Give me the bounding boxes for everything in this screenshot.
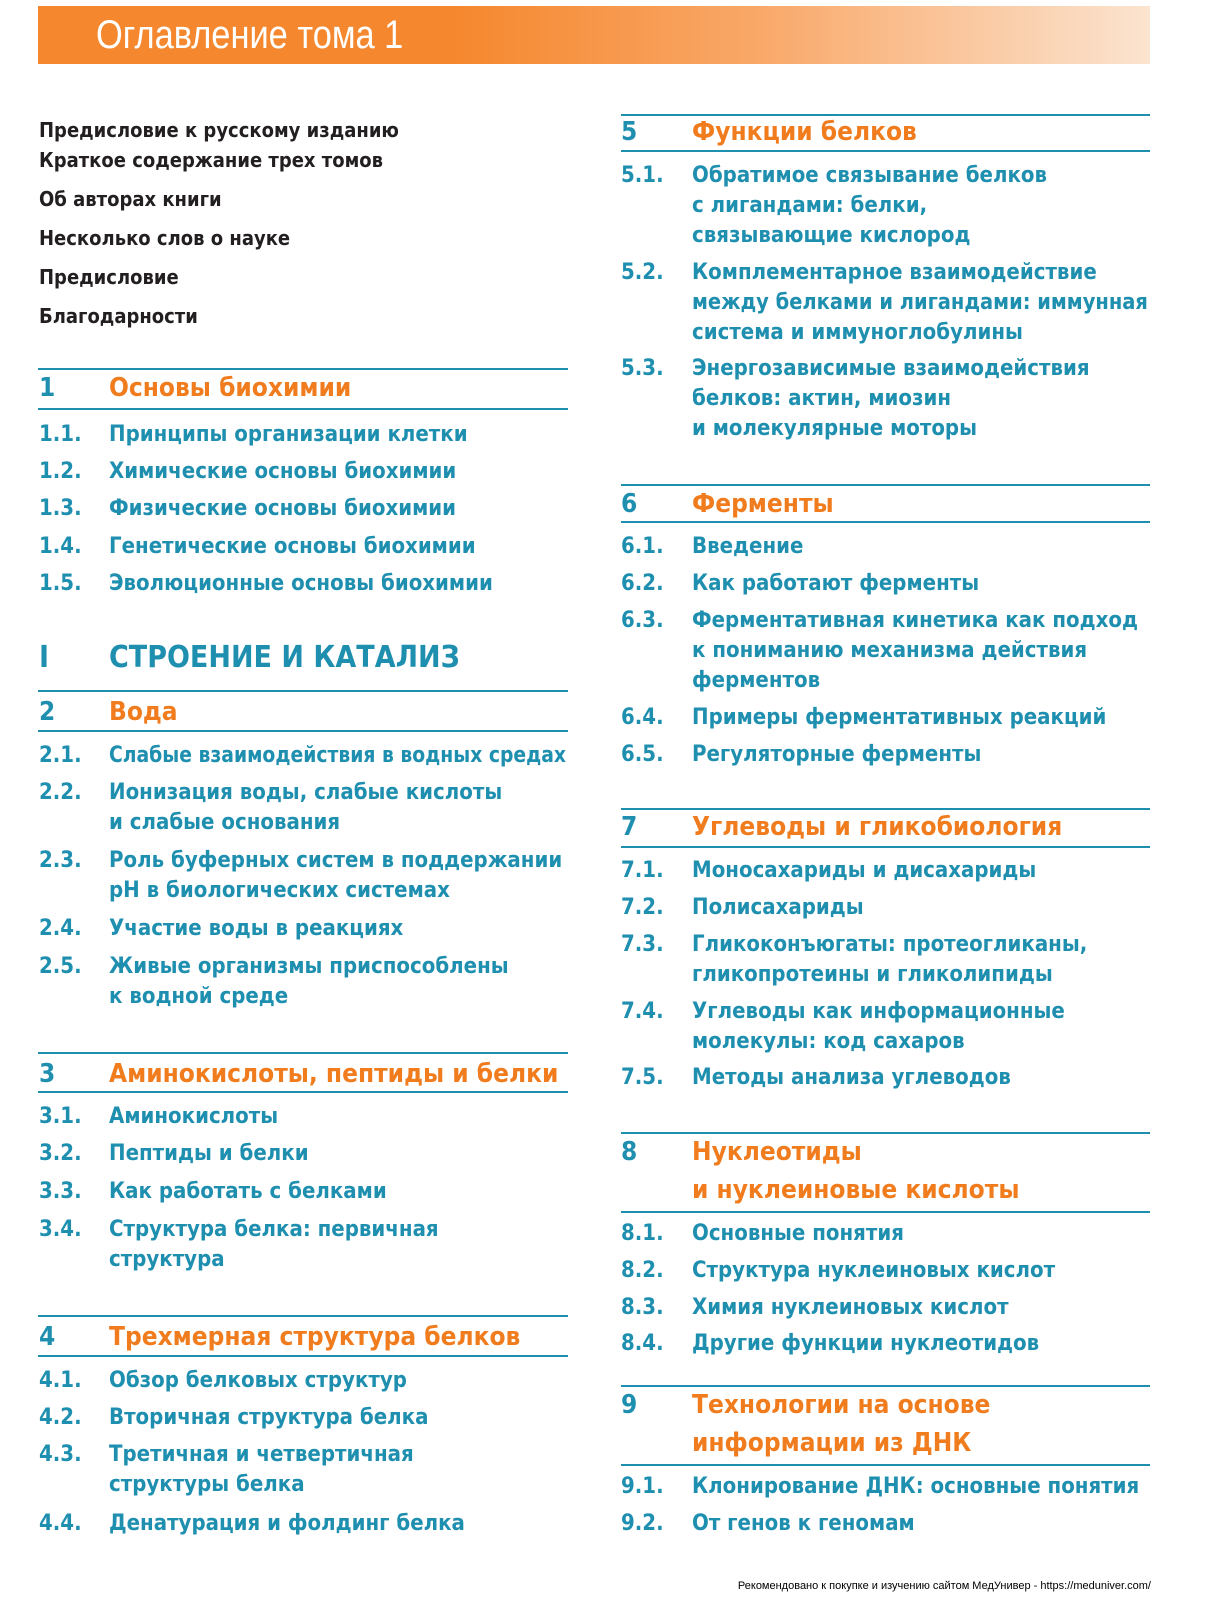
section-title: к водной среде <box>109 984 289 1009</box>
chapter-number: 7 <box>621 812 638 842</box>
section-title: Структура нуклеиновых кислот <box>692 1258 1056 1283</box>
section-number: 2.5. <box>39 954 82 979</box>
section-title: Введение <box>692 534 804 559</box>
section-title: Основные понятия <box>692 1221 904 1246</box>
section-number: 9.1. <box>621 1474 664 1499</box>
section-title: Аминокислоты <box>109 1104 279 1129</box>
section-title: Структура белка: первичная <box>109 1217 439 1242</box>
section-title: Денатурация и фолдинг белка <box>109 1511 465 1536</box>
front-matter-item: Предисловие <box>39 265 179 289</box>
front-matter-item: Благодарности <box>39 304 198 328</box>
chapter-title: Углеводы и гликобиология <box>692 812 1063 842</box>
chapter-rule-top <box>621 1385 1150 1387</box>
section-title: Участие воды в реакциях <box>109 916 404 941</box>
section-title: структура <box>109 1247 225 1272</box>
chapter-number: 9 <box>621 1390 638 1420</box>
chapter-rule-bottom <box>38 730 568 732</box>
chapter-number: 3 <box>39 1059 56 1089</box>
section-title: Роль буферных систем в поддержании <box>109 848 563 873</box>
section-title: Гликоконъюгаты: протеогликаны, <box>692 932 1088 957</box>
chapter-rule-top <box>38 690 568 692</box>
section-title: ферментов <box>692 668 821 693</box>
chapter-rule-top <box>38 368 568 370</box>
section-title: Регуляторные ферменты <box>692 742 982 767</box>
section-number: 6.3. <box>621 608 664 633</box>
section-number: 8.3. <box>621 1295 664 1320</box>
chapter-number: 4 <box>39 1322 56 1352</box>
chapter-number: 6 <box>621 489 638 519</box>
section-number: 6.2. <box>621 571 664 596</box>
chapter-title: Аминокислоты, пептиды и белки <box>109 1059 559 1089</box>
chapter-rule-bottom <box>621 1464 1150 1466</box>
section-number: 7.5. <box>621 1065 664 1090</box>
section-number: 9.2. <box>621 1511 664 1536</box>
section-title: Как работать с белками <box>109 1179 387 1204</box>
section-title: Физические основы биохимии <box>109 496 456 521</box>
chapter-rule-bottom <box>38 1355 568 1357</box>
front-matter-item: Несколько слов о науке <box>39 226 291 250</box>
chapter-rule-bottom <box>38 408 568 410</box>
chapter-title: Основы биохимии <box>109 373 352 403</box>
section-number: 3.2. <box>39 1141 82 1166</box>
section-number: 8.4. <box>621 1331 664 1356</box>
section-number: 4.1. <box>39 1368 82 1393</box>
chapter-number: 2 <box>39 697 56 727</box>
section-number: 3.1. <box>39 1104 82 1129</box>
section-number: 5.1. <box>621 163 664 188</box>
footer-note: Рекомендовано к покупке и изучению сайтом МедУнивер - https://meduniver.com/ <box>737 1580 1151 1592</box>
chapter-rule-bottom <box>621 846 1150 848</box>
section-title: От генов к геномам <box>692 1511 915 1536</box>
section-title: система и иммуноглобулины <box>692 320 1023 345</box>
chapter-title: Ферменты <box>692 489 834 519</box>
section-number: 2.1. <box>39 743 82 768</box>
section-number: 1.1. <box>39 422 82 447</box>
chapter-rule-top <box>38 1315 568 1317</box>
chapter-title: Нуклеотиды <box>692 1137 862 1167</box>
section-title: к пониманию механизма действия <box>692 638 1088 663</box>
chapter-rule-top <box>621 114 1150 116</box>
section-number: 6.4. <box>621 705 664 730</box>
section-title: Химия нуклеиновых кислот <box>692 1295 1009 1320</box>
section-title: Другие функции нуклеотидов <box>692 1331 1040 1356</box>
section-title: Вторичная структура белка <box>109 1405 429 1430</box>
section-number: 6.1. <box>621 534 664 559</box>
section-title: Клонирование ДНК: основные понятия <box>692 1474 1140 1499</box>
section-number: 3.4. <box>39 1217 82 1242</box>
part-title: СТРОЕНИЕ И КАТАЛИЗ <box>109 640 460 675</box>
section-number: 3.3. <box>39 1179 82 1204</box>
chapter-number: 1 <box>39 373 56 403</box>
chapter-rule-top <box>38 1052 568 1054</box>
section-title: молекулы: код сахаров <box>692 1029 965 1054</box>
section-number: 7.3. <box>621 932 664 957</box>
section-title: Полисахариды <box>692 895 864 920</box>
section-number: 7.2. <box>621 895 664 920</box>
chapter-rule-bottom <box>38 1091 568 1093</box>
section-title: Углеводы как информационные <box>692 999 1065 1024</box>
section-title: между белками и лигандами: иммунная <box>692 290 1148 315</box>
section-title: Обзор белковых структур <box>109 1368 407 1393</box>
page-title: Оглавление тома 1 <box>96 13 404 57</box>
section-number: 8.2. <box>621 1258 664 1283</box>
section-title: Примеры ферментативных реакций <box>692 705 1107 730</box>
section-title: Химические основы биохимии <box>109 459 457 484</box>
section-number: 7.4. <box>621 999 664 1024</box>
section-number: 1.4. <box>39 534 82 559</box>
section-title: Слабые взаимодействия в водных средах <box>109 743 567 768</box>
section-number: 5.2. <box>621 260 664 285</box>
front-matter-item: Предисловие к русскому изданию <box>39 118 399 142</box>
section-title: Обратимое связывание белков <box>692 163 1048 188</box>
section-number: 7.1. <box>621 858 664 883</box>
section-title: Методы анализа углеводов <box>692 1065 1011 1090</box>
section-title: Генетические основы биохимии <box>109 534 476 559</box>
section-title: Третичная и четвертичная <box>109 1442 414 1467</box>
section-title: и слабые основания <box>109 810 341 835</box>
chapter-number: 5 <box>621 117 638 147</box>
section-number: 1.3. <box>39 496 82 521</box>
section-title: с лигандами: белки, <box>692 193 928 218</box>
section-title: Комплементарное взаимодействие <box>692 260 1097 285</box>
section-number: 4.2. <box>39 1405 82 1430</box>
section-number: 4.3. <box>39 1442 82 1467</box>
chapter-title: Функции белков <box>692 117 917 147</box>
section-title: гликопротеины и гликолипиды <box>692 962 1053 987</box>
chapter-rule-top <box>621 808 1150 810</box>
section-title: Моносахариды и дисахариды <box>692 858 1037 883</box>
section-number: 1.5. <box>39 571 82 596</box>
chapter-rule-top <box>621 484 1150 486</box>
section-title: Ионизация воды, слабые кислоты <box>109 780 503 805</box>
front-matter-item: Об авторах книги <box>39 187 222 211</box>
section-title: белков: актин, миозин <box>692 386 952 411</box>
chapter-rule-bottom <box>621 1211 1150 1213</box>
chapter-title: Вода <box>109 697 178 727</box>
section-number: 2.4. <box>39 916 82 941</box>
section-number: 2.2. <box>39 780 82 805</box>
section-title: Живые организмы приспособлены <box>109 954 509 979</box>
section-number: 6.5. <box>621 742 664 767</box>
section-number: 5.3. <box>621 356 664 381</box>
section-title: Эволюционные основы биохимии <box>109 571 493 596</box>
section-title: связывающие кислород <box>692 223 971 248</box>
section-title: Энергозависимые взаимодействия <box>692 356 1090 381</box>
chapter-title: информации из ДНК <box>692 1428 972 1458</box>
section-number: 2.3. <box>39 848 82 873</box>
section-number: 4.4. <box>39 1511 82 1536</box>
chapter-rule-top <box>621 1132 1150 1134</box>
chapter-title: Технологии на основе <box>692 1390 991 1420</box>
section-title: структуры белка <box>109 1472 305 1497</box>
section-title: Как работают ферменты <box>692 571 980 596</box>
section-number: 8.1. <box>621 1221 664 1246</box>
chapter-rule-bottom <box>621 150 1150 152</box>
section-title: Ферментативная кинетика как подход <box>692 608 1138 633</box>
section-title: pH в биологических системах <box>109 878 450 903</box>
section-title: Принципы организации клетки <box>109 422 468 447</box>
chapter-title: и нуклеиновые кислоты <box>692 1175 1020 1205</box>
section-title: Пептиды и белки <box>109 1141 309 1166</box>
section-number: 1.2. <box>39 459 82 484</box>
front-matter-item: Краткое содержание трех томов <box>39 148 384 172</box>
section-title: и молекулярные моторы <box>692 416 977 441</box>
chapter-rule-bottom <box>621 521 1150 523</box>
part-number: I <box>39 640 50 675</box>
chapter-number: 8 <box>621 1137 638 1167</box>
chapter-title: Трехмерная структура белков <box>109 1322 521 1352</box>
